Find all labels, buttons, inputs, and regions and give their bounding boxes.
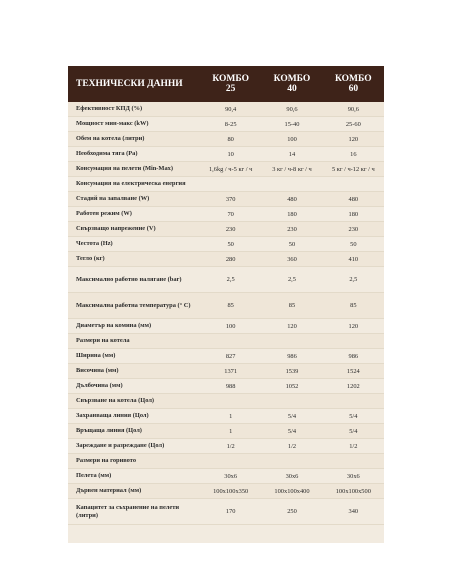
table-row <box>68 293 384 319</box>
table-row <box>68 484 384 499</box>
table-row <box>68 207 384 222</box>
table-row <box>68 319 384 334</box>
row-label: Връщаща линия (Цол) <box>76 427 142 434</box>
technical-data-table <box>68 66 384 543</box>
table-row <box>68 349 384 364</box>
row-label: Стадий на запалване (W) <box>76 195 150 202</box>
cell-value: 100 <box>287 135 297 143</box>
row-label: Дълбочина (мм) <box>76 382 123 389</box>
column-header-line1: КОМБО <box>212 74 249 84</box>
table-body <box>68 102 384 525</box>
table-row <box>68 147 384 162</box>
cell-value: 100 <box>225 322 236 330</box>
cell-value: 410 <box>348 255 359 263</box>
cell-value: 1539 <box>285 367 299 375</box>
table-section-row <box>68 454 384 469</box>
row-label: Зареждане и разреждане (Цол) <box>76 442 165 449</box>
row-label: Необходима тяга (Pa) <box>76 150 138 157</box>
cell-value: 1/2 <box>226 442 235 450</box>
cell-value: 180 <box>348 210 359 218</box>
cell-value: 90,6 <box>347 105 359 113</box>
cell-value: 1 <box>229 427 233 435</box>
table-row <box>68 469 384 484</box>
cell-value: 90,4 <box>225 105 237 113</box>
column-header-kombo-40 <box>261 74 322 94</box>
table-row <box>68 237 384 252</box>
table-header <box>68 66 384 102</box>
table-row <box>68 424 384 439</box>
table-footer-spacer <box>68 525 384 543</box>
table-row <box>68 222 384 237</box>
cell-value: 827 <box>225 352 236 360</box>
cell-value: 5/4 <box>349 412 358 420</box>
cell-value: 2,5 <box>287 276 296 283</box>
table-row <box>68 409 384 424</box>
table-row <box>68 132 384 147</box>
cell-value: 370 <box>225 195 236 203</box>
cell-value: 50 <box>288 240 296 248</box>
cell-value: 170 <box>225 508 236 515</box>
cell-value: 2,5 <box>226 276 235 283</box>
row-label: Честота (Hz) <box>76 240 113 247</box>
cell-value: 1,6kg / ч-5 кг / ч <box>208 165 253 173</box>
cell-value: 120 <box>348 135 359 143</box>
cell-value: 15-40 <box>284 120 300 128</box>
cell-value: 100x100x400 <box>274 487 310 495</box>
row-label: Тегло (кг) <box>76 255 105 262</box>
cell-value: 120 <box>348 322 359 330</box>
cell-value: 340 <box>348 508 359 515</box>
cell-value: 360 <box>287 255 297 263</box>
row-label: Свързващо напрежение (V) <box>76 225 156 232</box>
row-label: Височина (мм) <box>76 367 119 374</box>
table-row <box>68 364 384 379</box>
cell-value: 5/4 <box>349 427 358 435</box>
cell-value: 230 <box>225 225 236 233</box>
cell-value: 988 <box>225 382 236 390</box>
row-label: Максимална работна температура (° C) <box>76 301 191 309</box>
cell-value: 1/2 <box>287 442 297 450</box>
cell-value: 30x6 <box>346 472 360 480</box>
row-label: Мощност мин-макс (kW) <box>76 120 149 127</box>
cell-value: 85 <box>288 302 296 309</box>
cell-value: 230 <box>348 225 359 233</box>
cell-value: 8-25 <box>224 120 237 128</box>
row-label: Ефективност КПД (%) <box>76 105 143 112</box>
section-label: Размери на горивото <box>76 457 137 464</box>
table-row <box>68 267 384 293</box>
cell-value: 100x100x350 <box>213 487 249 495</box>
cell-value: 50 <box>350 240 357 248</box>
cell-value: 230 <box>287 225 297 233</box>
cell-value: 986 <box>348 352 359 360</box>
cell-value: 10 <box>227 150 234 158</box>
column-header-kombo-60 <box>323 74 384 94</box>
cell-value: 120 <box>287 322 297 330</box>
cell-value: 180 <box>287 210 297 218</box>
cell-value: 14 <box>288 150 296 158</box>
cell-value: 30x6 <box>285 472 299 480</box>
table-row <box>68 117 384 132</box>
cell-value: 70 <box>227 210 234 218</box>
cell-value: 1 <box>229 412 233 420</box>
row-label: Обем на котела (литри) <box>76 135 145 142</box>
table-row <box>68 499 384 525</box>
cell-value: 986 <box>287 352 297 360</box>
row-label: Консумация на пелети (Min-Max) <box>76 165 173 172</box>
table-section-row <box>68 394 384 409</box>
cell-value: 90,6 <box>286 105 298 113</box>
section-label: Консумация на електрическа енергия <box>76 180 186 187</box>
table-row <box>68 102 384 117</box>
cell-value: 2,5 <box>349 276 358 283</box>
column-header-line2: 40 <box>287 84 297 94</box>
column-header-line2: 60 <box>348 84 359 94</box>
cell-value: 30x6 <box>224 472 238 480</box>
cell-value: 1371 <box>224 367 238 375</box>
cell-value: 50 <box>227 240 234 248</box>
table-row <box>68 252 384 267</box>
row-label: Диаметър на комина (мм) <box>76 322 152 329</box>
cell-value: 480 <box>287 195 297 203</box>
section-label: Размери на котела <box>76 337 130 344</box>
cell-value: 85 <box>227 302 234 309</box>
cell-value: 1524 <box>346 367 360 375</box>
table-row <box>68 379 384 394</box>
cell-value: 80 <box>227 135 234 143</box>
row-label: Капацитет за съхранение на пелети (литри) <box>76 503 180 519</box>
column-header-line2: 25 <box>225 84 236 94</box>
cell-value: 1/2 <box>349 442 358 450</box>
row-label: Работен режим (W) <box>76 210 132 217</box>
column-header-kombo-25 <box>200 74 261 94</box>
cell-value: 5 кг / ч-12 кг / ч <box>331 165 375 173</box>
row-label: Дървен материал (мм) <box>76 487 142 494</box>
row-label: Пелета (мм) <box>76 472 112 479</box>
cell-value: 480 <box>348 195 359 203</box>
cell-value: 1052 <box>285 382 299 390</box>
column-header-line1: КОМБО <box>273 74 311 84</box>
row-label: Ширина (мм) <box>76 352 116 359</box>
row-label: Захранваща линия (Цол) <box>76 412 149 419</box>
cell-value: 5/4 <box>287 412 297 420</box>
cell-value: 5/4 <box>287 427 297 435</box>
table-section-row <box>68 334 384 349</box>
table-row <box>68 192 384 207</box>
section-label: Свързване на котела (Цол) <box>76 397 155 404</box>
table-row <box>68 162 384 177</box>
cell-value: 250 <box>287 508 297 515</box>
table-section-row <box>68 177 384 192</box>
cell-value: 1202 <box>346 382 360 390</box>
column-header-line1: КОМБО <box>335 74 372 84</box>
cell-value: 16 <box>350 150 357 158</box>
row-label: Максимално работно налягане (bar) <box>76 275 182 283</box>
cell-value: 3 кг / ч-8 кг / ч <box>272 165 312 173</box>
cell-value: 280 <box>225 255 236 263</box>
cell-value: 25-60 <box>345 120 361 128</box>
table-title: ТЕХНИЧЕСКИ ДАННИ <box>76 79 183 89</box>
cell-value: 100x100x500 <box>335 487 371 495</box>
cell-value: 85 <box>350 302 357 309</box>
table-row <box>68 439 384 454</box>
